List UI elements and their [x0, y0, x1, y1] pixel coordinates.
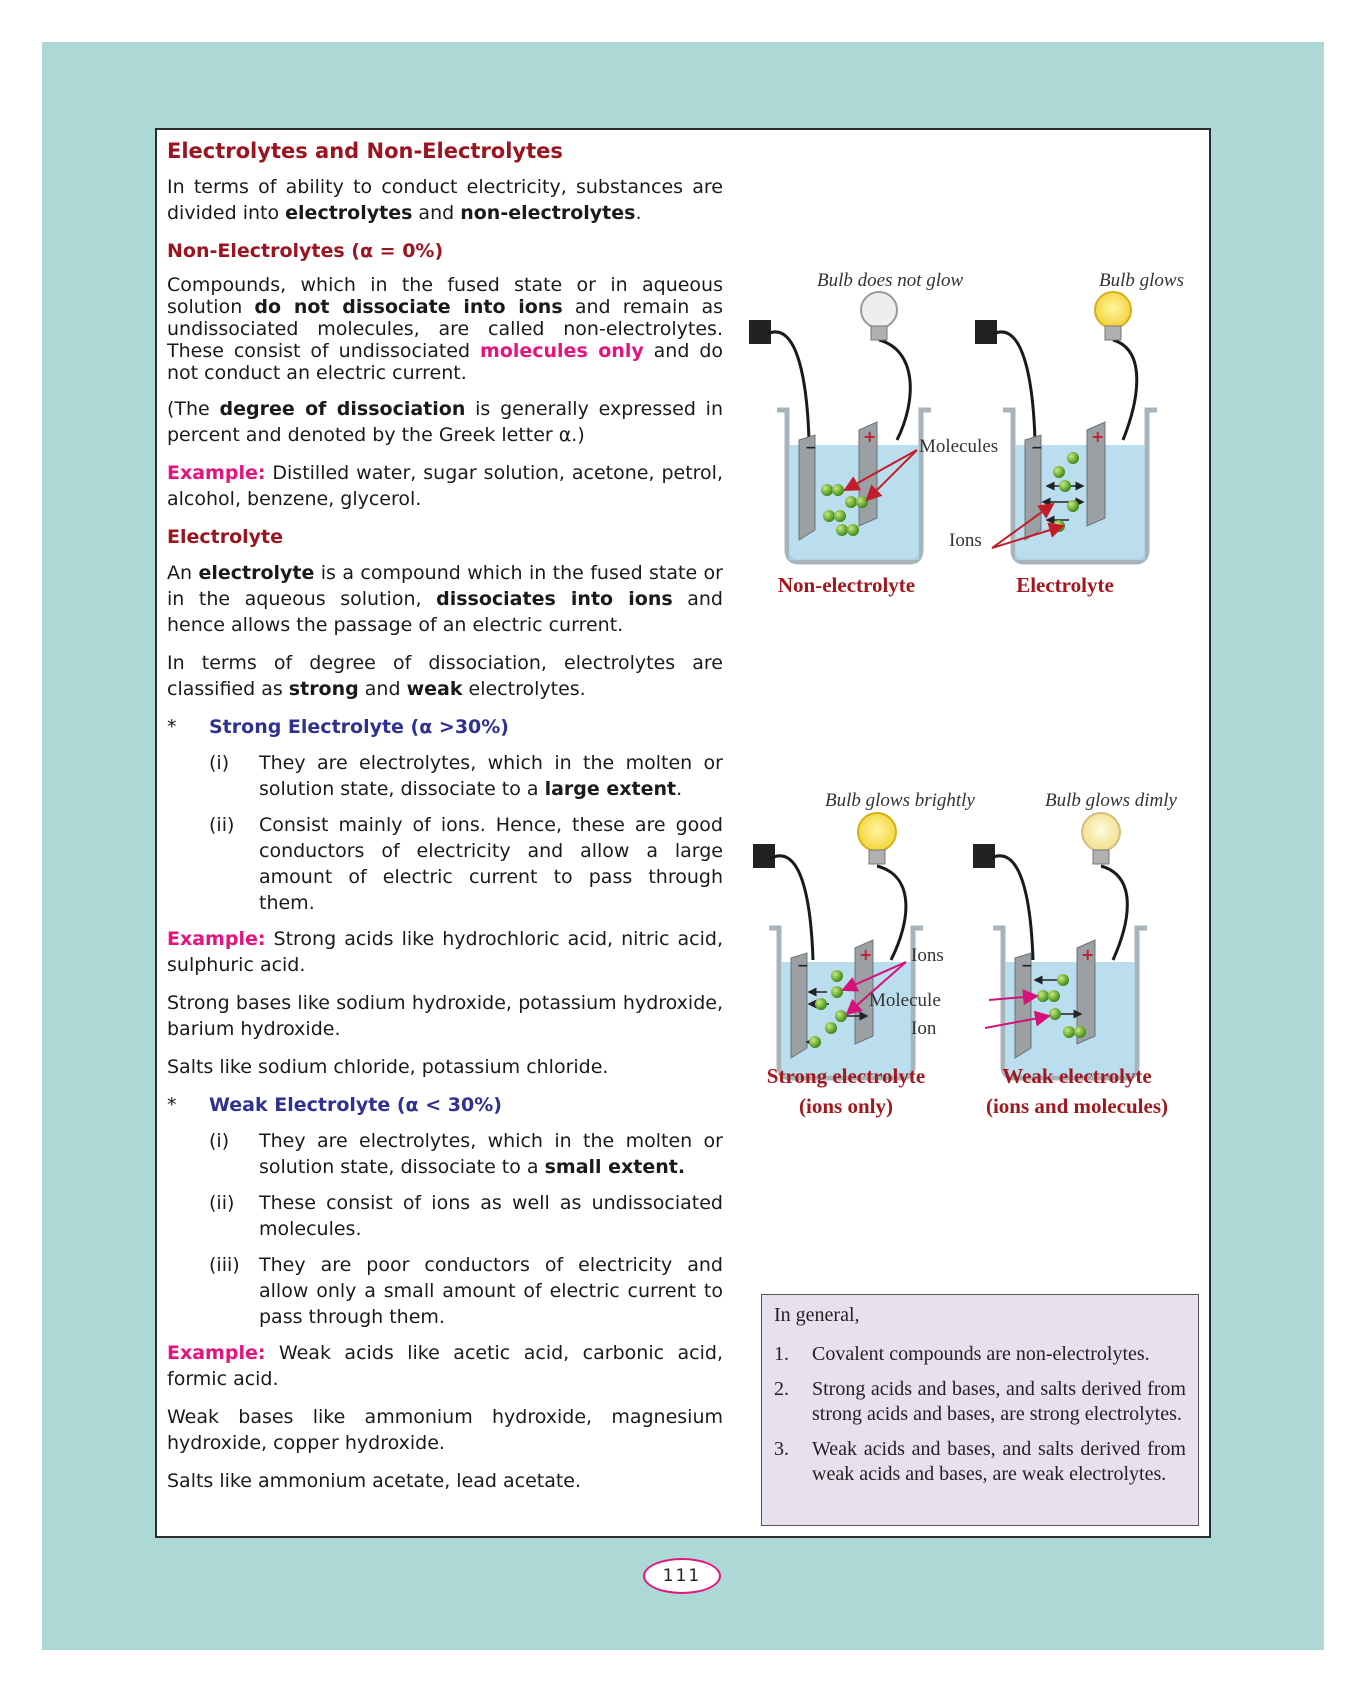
label-ion: Ion [911, 1018, 937, 1039]
electrolyte-classification: In terms of degree of dissociation, electrolytes are classified as strong and weak electrolytes. [167, 652, 723, 700]
label-ions-strong: Ions [911, 945, 944, 966]
general-item-3: 3. Weak acids and bases, and salts derived from weak acids and bases, are weak electrolytes. [774, 1438, 1186, 1485]
label-electrolyte: Electrolyte [1016, 573, 1114, 597]
caption-bulb-glows-brightly: Bulb glows brightly [825, 790, 975, 811]
plug-socket [749, 320, 771, 344]
weak-example: Example: Weak acids like acetic acid, carbonic acid, formic acid. [167, 1342, 723, 1390]
caption-bulb-glows-dimly: Bulb glows dimly [1045, 790, 1177, 811]
non-electrolytes-definition: Compounds, which in the fused state or in aqueous solution do not dissociate into ions and remain as undissociated molecules, are called non-electrolytes. These consist of undissociated molecules only and do not conduct an electric current. [167, 274, 724, 384]
weak-point-ii: (ii) These consist of ions as well as undissociated molecules. [209, 1192, 723, 1240]
electrolyte-heading: Electrolyte [167, 526, 284, 548]
svg-text:+: + [859, 945, 873, 964]
section-title: Electrolytes and Non-Electrolytes [167, 139, 563, 163]
strong-point-i: (i) They are electrolytes, which in the molten or solution state, dissociate to a large extent. [209, 752, 723, 800]
strong-bases: Strong bases like sodium hydroxide, potassium hydroxide, barium hydroxide. [167, 992, 723, 1040]
svg-text:−: − [1031, 440, 1043, 456]
bright-bulb-icon [858, 813, 896, 851]
left-column [167, 138, 723, 1506]
svg-text:+: + [1091, 427, 1105, 446]
weak-point-i: (i) They are electrolytes, which in the molten or solution state, dissociate to a small extent. [209, 1130, 723, 1178]
weak-bases: Weak bases like ammonium hydroxide, magnesium hydroxide, copper hydroxide. [167, 1406, 723, 1454]
plug-socket [753, 844, 775, 868]
general-item-1: 1. Covalent compounds are non-electrolytes. [774, 1343, 1150, 1365]
svg-text:−: − [797, 958, 809, 974]
unlit-bulb-icon [861, 292, 897, 328]
intro-paragraph: In terms of ability to conduct electricity, substances are divided into electrolytes and non-electrolytes. [167, 176, 723, 224]
content-panel [155, 128, 1211, 1538]
electrolyte-apparatus [975, 292, 1157, 562]
strong-example: Example: Strong acids like hydrochloric acid, nitric acid, sulphuric acid. [167, 928, 723, 976]
label-ions-and-molecules: (ions and molecules) [985, 1094, 1168, 1118]
label-strong-electrolyte: Strong electrolyte [766, 1064, 926, 1088]
label-molecule: Molecule [869, 990, 941, 1011]
label-non-electrolyte: Non-electrolyte [777, 573, 916, 597]
plug-socket [975, 320, 997, 344]
label-ions: Ions [949, 530, 982, 551]
strong-point-ii: (ii) Consist mainly of ions. Hence, these are good conductors of electricity and allow a large amount of electric current to pass through them. [209, 814, 723, 914]
page-number: 111 [643, 1558, 721, 1594]
weak-point-iii: (iii) They are poor conductors of electricity and allow only a small amount of electric current to pass through them. [209, 1254, 723, 1328]
electrolyte-definition: An electrolyte is a compound which in the fused state or in the aqueous solution, dissociates into ions and hence allows the passage of an electric current. [167, 562, 723, 636]
strong-electrolyte-heading: * Strong Electrolyte (α >30%) [167, 716, 509, 738]
label-molecules: Molecules [919, 436, 999, 457]
dim-bulb-icon [1082, 813, 1120, 851]
caption-bulb-does-not-glow: Bulb does not glow [817, 270, 964, 291]
label-ions-only: (ions only) [799, 1094, 893, 1118]
svg-text:+: + [1081, 945, 1095, 964]
in-general-box [761, 1294, 1199, 1526]
svg-text:−: − [1021, 958, 1033, 974]
strong-salts: Salts like sodium chloride, potassium chloride. [167, 1056, 609, 1078]
plug-socket [973, 844, 995, 868]
caption-bulb-glows: Bulb glows [1099, 270, 1184, 291]
weak-electrolyte-apparatus [973, 813, 1147, 1078]
weak-salts: Salts like ammonium acetate, lead acetate. [167, 1470, 582, 1492]
strong-electrolyte-apparatus [753, 813, 923, 1078]
non-electrolytes-example: Example: Distilled water, sugar solution, acetone, petrol, alcohol, benzene, glycerol. [167, 462, 723, 510]
figure-strong-vs-weak-electrolyte [751, 810, 1191, 1100]
non-electrolytes-heading: Non-Electrolytes (α = 0%) [167, 240, 444, 262]
in-general-heading: In general, [774, 1304, 860, 1326]
lit-bulb-icon [1095, 292, 1131, 328]
general-item-2: 2. Strong acids and bases, and salts derived from strong acids and bases, are strong electrolytes. [774, 1378, 1186, 1425]
dissociation-note: (The degree of dissociation is generally expressed in percent and denoted by the Greek letter α.) [167, 398, 724, 446]
non-electrolyte-apparatus [749, 292, 931, 562]
svg-text:−: − [805, 440, 817, 456]
svg-text:+: + [863, 427, 877, 446]
weak-electrolyte-heading: * Weak Electrolyte (α < 30%) [167, 1094, 502, 1116]
label-weak-electrolyte: Weak electrolyte [1002, 1064, 1152, 1088]
